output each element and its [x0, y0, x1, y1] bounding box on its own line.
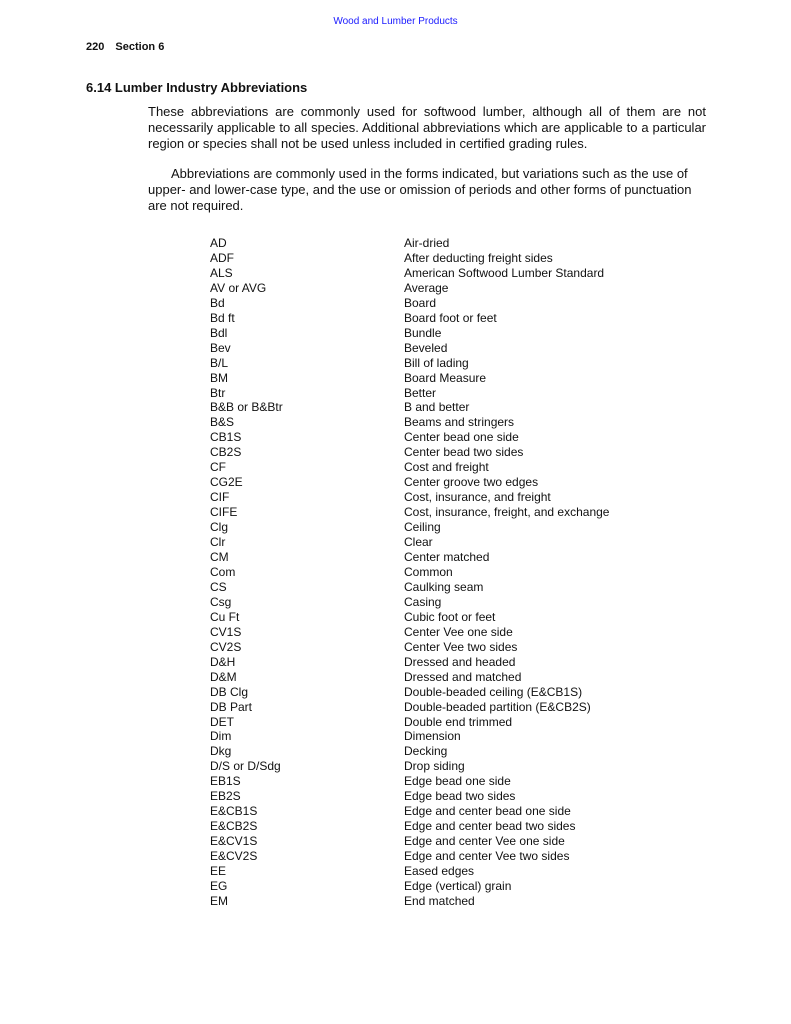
abbreviation-meaning: Better — [404, 385, 437, 400]
abbreviation-term: ALS — [210, 265, 233, 280]
abbreviation-term: E&CB2S — [210, 819, 258, 834]
abbreviation-meaning: Dressed and matched — [404, 669, 522, 684]
abbreviation-row — [210, 445, 609, 460]
abbreviation-meaning: Board — [404, 295, 437, 310]
abbreviation-term: B/L — [210, 355, 229, 370]
abbreviation-term: D&H — [210, 654, 236, 669]
abbreviation-meaning: Caulking seam — [404, 579, 484, 594]
abbreviation-term: Cu Ft — [210, 609, 240, 624]
abbreviation-term: EB1S — [210, 774, 241, 789]
abbreviation-meaning: B and better — [404, 400, 470, 415]
abbreviation-term: DB Clg — [210, 684, 249, 699]
abbreviation-meaning: After deducting freight sides — [404, 250, 553, 265]
abbreviation-term: EB2S — [210, 789, 241, 804]
abbreviation-meaning: Edge bead one side — [404, 774, 511, 789]
abbreviation-row — [210, 490, 609, 505]
abbreviation-row — [210, 236, 609, 251]
abbreviation-row — [210, 759, 609, 774]
abbreviation-row — [210, 535, 609, 550]
abbreviation-term: CM — [210, 550, 229, 565]
abbreviation-row — [210, 670, 609, 685]
abbreviation-term: AD — [210, 236, 227, 250]
abbreviation-term: D&M — [210, 669, 237, 684]
abbreviation-row — [210, 580, 609, 595]
abbreviation-meaning: Cost, insurance, and freight — [404, 490, 551, 505]
abbreviation-list — [210, 236, 609, 909]
abbreviation-meaning: Drop siding — [404, 759, 465, 774]
abbreviation-term: CS — [210, 579, 227, 594]
abbreviation-row — [210, 266, 609, 281]
abbreviation-term: Bd — [210, 295, 225, 310]
abbreviation-row — [210, 744, 609, 759]
abbreviation-meaning: Dimension — [404, 729, 461, 744]
abbreviation-meaning: Double-beaded ceiling (E&CB1S) — [404, 684, 583, 699]
abbreviation-row — [210, 894, 609, 909]
abbreviation-row — [210, 789, 609, 804]
abbreviation-meaning: Ceiling — [404, 520, 441, 535]
abbreviation-meaning: Edge bead two sides — [404, 789, 516, 804]
abbreviation-term: Bev — [210, 340, 231, 355]
abbreviation-row — [210, 565, 609, 580]
abbreviation-row — [210, 610, 609, 625]
abbreviation-term: ADF — [210, 250, 234, 265]
abbreviation-row — [210, 864, 609, 879]
abbreviation-meaning: Center bead two sides — [404, 445, 524, 460]
abbreviation-term: Clg — [210, 520, 229, 535]
abbreviation-row — [210, 715, 609, 730]
abbreviation-term: CV1S — [210, 624, 242, 639]
abbreviation-row — [210, 311, 609, 326]
intro-paragraph: These abbreviations are commonly used for softwood lumber, although all of them are not necessarily applicable to all species. Additional abbreviations which are applicable to a particular region or species shall not be used unless included in certified grading rules. — [148, 104, 706, 151]
abbreviation-row — [210, 281, 609, 296]
abbreviation-term: CF — [210, 460, 226, 475]
abbreviation-row — [210, 640, 609, 655]
abbreviation-row — [210, 520, 609, 535]
abbreviation-term: Dkg — [210, 744, 232, 759]
abbreviation-term: E&CB1S — [210, 804, 258, 819]
abbreviation-term: Btr — [210, 385, 226, 400]
abbreviation-meaning: Air-dried — [404, 236, 450, 250]
abbreviation-meaning: Clear — [404, 535, 433, 550]
abbreviation-meaning: Cubic foot or feet — [404, 609, 496, 624]
page-number: 220 — [86, 41, 105, 53]
abbreviation-row — [210, 371, 609, 386]
abbreviation-meaning: Edge and center bead one side — [404, 804, 571, 819]
abbreviation-term: Dim — [210, 729, 232, 744]
abbreviation-row — [210, 700, 609, 715]
abbreviation-term: DB Part — [210, 699, 253, 714]
abbreviation-row — [210, 804, 609, 819]
abbreviation-row — [210, 685, 609, 700]
abbreviation-row — [210, 296, 609, 311]
abbreviation-term: AV or AVG — [210, 280, 267, 295]
abbreviation-row — [210, 386, 609, 401]
abbreviation-meaning: Center Vee one side — [404, 624, 513, 639]
abbreviation-meaning: Edge and center Vee one side — [404, 834, 565, 849]
abbreviation-row — [210, 505, 609, 520]
abbreviation-row — [210, 430, 609, 445]
abbreviation-meaning: Common — [404, 564, 453, 579]
abbreviation-row — [210, 400, 609, 415]
abbreviation-term: CB1S — [210, 430, 242, 445]
abbreviation-meaning: Beams and stringers — [404, 415, 515, 430]
abbreviation-term: EE — [210, 864, 227, 879]
abbreviation-term: BM — [210, 370, 228, 385]
abbreviation-meaning: Eased edges — [404, 864, 475, 879]
abbreviation-row — [210, 655, 609, 670]
abbreviation-term: Bd ft — [210, 310, 235, 325]
abbreviation-row — [210, 625, 609, 640]
abbreviation-row — [210, 251, 609, 266]
abbreviation-term: EM — [210, 893, 228, 908]
abbreviation-term: Bdl — [210, 325, 228, 340]
abbreviation-term: CIF — [210, 490, 230, 505]
abbreviation-row — [210, 415, 609, 430]
abbreviation-meaning: Casing — [404, 594, 442, 609]
abbreviation-term: E&CV1S — [210, 834, 258, 849]
abbreviation-meaning: Bundle — [404, 325, 442, 340]
abbreviation-row — [210, 879, 609, 894]
section-label: Section 6 — [115, 41, 165, 53]
abbreviation-row — [210, 819, 609, 834]
abbreviation-meaning: Decking — [404, 744, 448, 759]
abbreviation-meaning: Edge and center Vee two sides — [404, 849, 570, 864]
abbreviation-meaning: Center bead one side — [404, 430, 519, 445]
abbreviation-meaning: End matched — [404, 893, 475, 908]
abbreviation-meaning: Beveled — [404, 340, 448, 355]
abbreviation-meaning: Center groove two edges — [404, 475, 539, 490]
abbreviation-term: CIFE — [210, 505, 238, 520]
abbreviation-term: Com — [210, 564, 236, 579]
abbreviation-term: D/S or D/Sdg — [210, 759, 281, 774]
abbreviation-row — [210, 356, 609, 371]
abbreviation-term: B&B or B&Btr — [210, 400, 283, 415]
abbreviation-term: DET — [210, 714, 234, 729]
abbreviation-term: CV2S — [210, 639, 242, 654]
abbreviation-meaning: Cost, insurance, freight, and exchange — [404, 505, 610, 520]
section-heading: 6.14 Lumber Industry Abbreviations — [86, 80, 308, 95]
abbreviation-meaning: Bill of lading — [404, 355, 469, 370]
abbreviation-term: EG — [210, 878, 228, 893]
abbreviation-row — [210, 774, 609, 789]
abbreviation-row — [210, 834, 609, 849]
abbreviation-term: CB2S — [210, 445, 242, 460]
abbreviation-row — [210, 341, 609, 356]
abbreviation-meaning: Board foot or feet — [404, 310, 497, 325]
abbreviation-meaning: Center Vee two sides — [404, 639, 518, 654]
abbreviation-meaning: Double-beaded partition (E&CB2S) — [404, 699, 591, 714]
abbreviation-meaning: Dressed and headed — [404, 654, 516, 669]
intro-paragraph: Abbreviations are commonly used in the forms indicated, but variations such as the use of upper- and lower-case type, and the use or omission of periods and other forms of punctuation are not required. — [148, 166, 692, 213]
abbreviation-meaning: American Softwood Lumber Standard — [404, 265, 605, 280]
abbreviation-term: Clr — [210, 535, 226, 550]
abbreviation-term: CG2E — [210, 475, 243, 490]
abbreviation-row — [210, 475, 609, 490]
abbreviation-meaning: Center matched — [404, 550, 490, 565]
abbreviation-meaning: Board Measure — [404, 370, 487, 385]
running-header: Wood and Lumber Products — [333, 16, 458, 27]
abbreviation-term: B&S — [210, 415, 235, 430]
abbreviation-row — [210, 595, 609, 610]
abbreviation-meaning: Cost and freight — [404, 460, 489, 475]
abbreviation-meaning: Edge (vertical) grain — [404, 878, 512, 893]
abbreviation-meaning: Double end trimmed — [404, 714, 513, 729]
abbreviation-row — [210, 550, 609, 565]
abbreviation-row — [210, 326, 609, 341]
abbreviation-row — [210, 729, 609, 744]
abbreviation-term: Csg — [210, 594, 232, 609]
abbreviation-meaning: Edge and center bead two sides — [404, 819, 576, 834]
abbreviation-meaning: Average — [404, 280, 449, 295]
abbreviation-term: E&CV2S — [210, 849, 258, 864]
abbreviation-row — [210, 460, 609, 475]
page-header — [86, 41, 164, 53]
abbreviation-row — [210, 849, 609, 864]
